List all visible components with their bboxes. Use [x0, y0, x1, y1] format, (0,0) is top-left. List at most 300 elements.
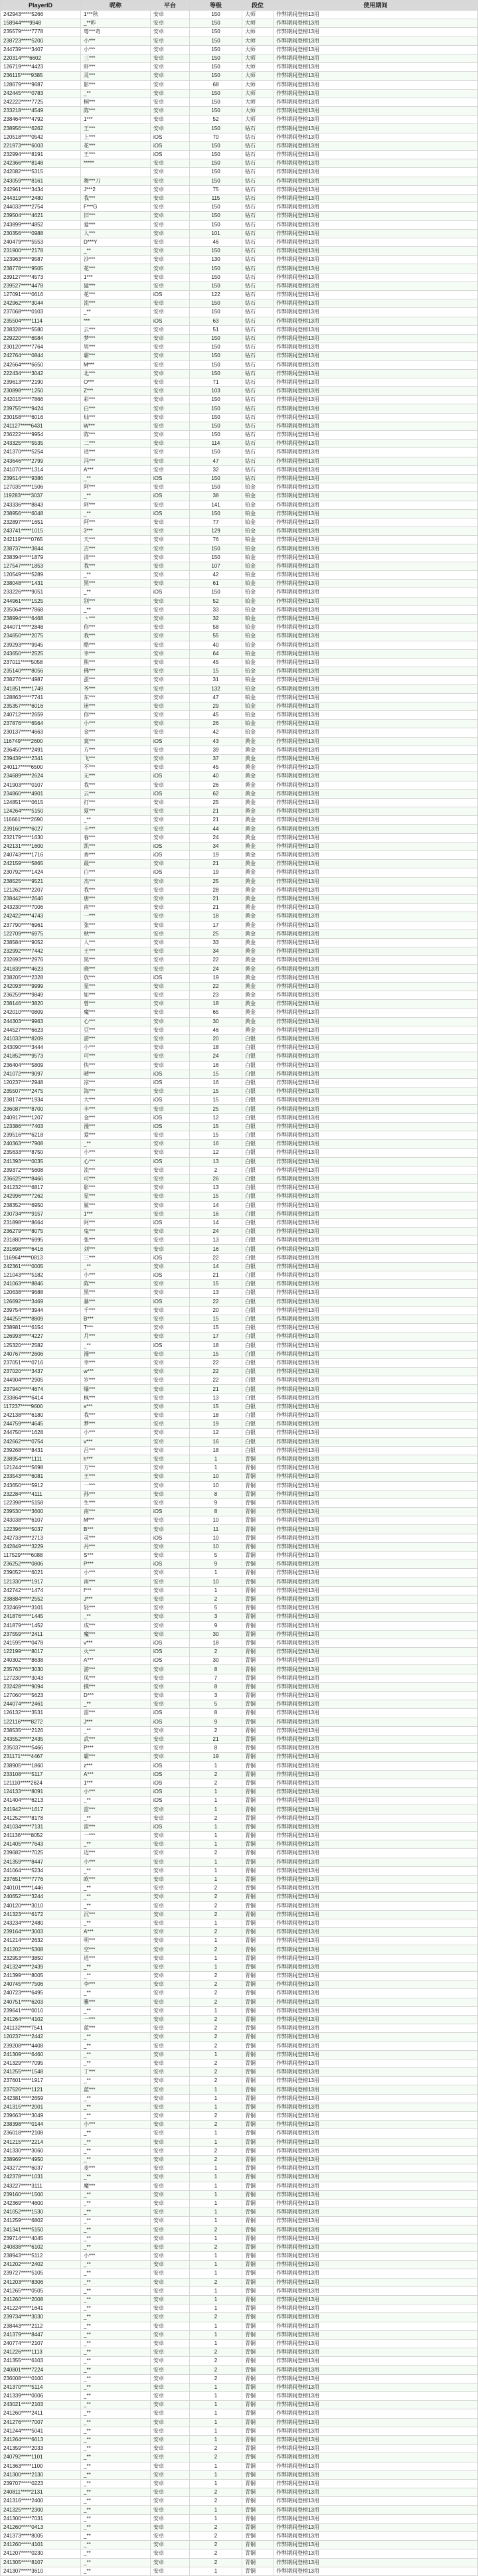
- cell-rank: 白银: [242, 1218, 274, 1227]
- table-row: [1, 54, 478, 62]
- table-row: [1, 2445, 478, 2453]
- cell-platform: 安卓: [151, 1726, 190, 1735]
- cell-nickname: _**: [81, 2042, 151, 2050]
- cell-level: 29: [190, 702, 242, 710]
- cell-player-id: 241202*****2402: [1, 2261, 81, 2269]
- cell-period: 作弊期间登榜13用: [274, 1166, 478, 1174]
- cell-nickname: 方***: [81, 746, 151, 754]
- table-row: [1, 185, 478, 194]
- cell-player-id: 237011*****5058: [1, 658, 81, 667]
- cell-level: 150: [190, 11, 242, 19]
- cell-platform: 安卓: [151, 2006, 190, 2015]
- cell-nickname: 猛***: [81, 282, 151, 290]
- cell-platform: 安卓: [151, 2532, 190, 2541]
- cell-level: 1: [190, 2269, 242, 2278]
- cell-rank: 青铜: [242, 1682, 274, 1691]
- cell-nickname: _**: [81, 2313, 151, 2322]
- table-row: [1, 2366, 478, 2374]
- cell-nickname: T***: [81, 1324, 151, 1332]
- cell-period: 作弊期间登榜13用: [274, 1498, 478, 1507]
- cell-platform: 安卓: [151, 2208, 190, 2217]
- cell-period: 作弊期间登榜13用: [274, 965, 478, 973]
- cell-level: 15: [190, 1131, 242, 1140]
- cell-platform: 安卓: [151, 1210, 190, 1218]
- table-row: [1, 1595, 478, 1603]
- table-row: [1, 457, 478, 465]
- cell-platform: iOS: [151, 973, 190, 982]
- cell-level: 150: [190, 203, 242, 212]
- cell-platform: 安卓: [151, 1805, 190, 1814]
- cell-nickname: 武***: [81, 1735, 151, 1743]
- cell-rank: 铂金: [242, 597, 274, 605]
- cell-player-id: 241136*****8052: [1, 1832, 81, 1840]
- cell-period: 作弊期间登榜13用: [274, 1061, 478, 1070]
- cell-rank: 白银: [242, 1157, 274, 1166]
- cell-rank: 青铜: [242, 2006, 274, 2015]
- cell-platform: 安卓: [151, 2330, 190, 2339]
- cell-player-id: 241399*****8005: [1, 1972, 81, 1980]
- cell-level: 1: [190, 1797, 242, 1805]
- cell-period: 作弊期间登榜13用: [274, 133, 478, 141]
- cell-rank: 黄金: [242, 798, 274, 807]
- cell-level: 129: [190, 527, 242, 536]
- cell-period: 作弊期间登榜13用: [274, 1210, 478, 1218]
- table-row: [1, 1910, 478, 1919]
- cell-level: 26: [190, 720, 242, 728]
- cell-player-id: 241132*****7541: [1, 2024, 81, 2033]
- cell-platform: 安卓: [151, 1332, 190, 1341]
- cell-player-id: 239527*****4478: [1, 282, 81, 290]
- cell-nickname: 大***: [81, 1096, 151, 1105]
- cell-level: 51: [190, 325, 242, 334]
- table-row: [1, 2182, 478, 2190]
- cell-nickname: D***Y: [81, 238, 151, 246]
- cell-rank: 铂金: [242, 641, 274, 649]
- cell-nickname: 寞***: [81, 737, 151, 746]
- cell-period: 作弊期间登榜13用: [274, 2173, 478, 2182]
- cell-level: 25: [190, 1105, 242, 1113]
- cell-platform: 安卓: [151, 1613, 190, 1621]
- cell-nickname: 海***: [81, 1087, 151, 1096]
- cell-level: 2: [190, 1814, 242, 1822]
- cell-nickname: v***: [81, 1437, 151, 1446]
- cell-player-id: 239516*****6218: [1, 1131, 81, 1140]
- cell-platform: 安卓: [151, 632, 190, 641]
- table-row: [1, 1253, 478, 1262]
- cell-level: 1: [190, 2401, 242, 2409]
- cell-rank: 钻石: [242, 325, 274, 334]
- cell-level: 2: [190, 2348, 242, 2357]
- table-row: [1, 1972, 478, 1980]
- cell-rank: 大师: [242, 80, 274, 89]
- cell-rank: 白银: [242, 1437, 274, 1446]
- cell-player-id: 239682*****7025: [1, 1849, 81, 1858]
- table-row: [1, 474, 478, 483]
- table-row: [1, 658, 478, 667]
- cell-level: 150: [190, 159, 242, 168]
- cell-platform: 安卓: [151, 378, 190, 386]
- cell-level: 9: [190, 1621, 242, 1630]
- cell-nickname: 雷***: [81, 1805, 151, 1814]
- cell-platform: 安卓: [151, 1149, 190, 1157]
- table-row: [1, 448, 478, 457]
- table-row: [1, 238, 478, 246]
- cell-rank: 黄金: [242, 1000, 274, 1008]
- cell-rank: 大师: [242, 107, 274, 116]
- table-row: [1, 396, 478, 404]
- cell-player-id: 238584*****9052: [1, 938, 81, 947]
- table-row: [1, 404, 478, 413]
- cell-nickname: _**: [81, 2059, 151, 2067]
- cell-player-id: 123386*****7403: [1, 1122, 81, 1131]
- table-row: [1, 2208, 478, 2217]
- cell-level: 1: [190, 1464, 242, 1473]
- cell-level: 18: [190, 1044, 242, 1052]
- cell-platform: iOS: [151, 1218, 190, 1227]
- cell-period: 作弊期间登榜13用: [274, 1201, 478, 1210]
- cell-nickname: 影***: [81, 80, 151, 89]
- cell-nickname: 北***: [81, 369, 151, 378]
- table-row: [1, 1122, 478, 1131]
- cell-rank: 黄金: [242, 868, 274, 877]
- cell-player-id: 238205*****2328: [1, 973, 81, 982]
- cell-level: 150: [190, 369, 242, 378]
- table-row: [1, 1306, 478, 1315]
- cell-period: 作弊期间登榜13用: [274, 1315, 478, 1323]
- cell-player-id: 239755*****9424: [1, 404, 81, 413]
- cell-level: 24: [190, 1052, 242, 1061]
- cell-nickname: 摸***: [81, 1682, 151, 1691]
- table-row: [1, 965, 478, 973]
- cell-nickname: 丶***: [81, 614, 151, 623]
- cell-rank: 钻石: [242, 308, 274, 317]
- cell-period: 作弊期间登榜13用: [274, 2033, 478, 2042]
- cell-player-id: 231880*****6995: [1, 1236, 81, 1245]
- table-row: [1, 693, 478, 702]
- cell-period: 作弊期间登榜13用: [274, 772, 478, 781]
- cell-level: 1: [190, 2182, 242, 2190]
- header-player-id: PlayerID: [1, 1, 81, 11]
- cell-period: 作弊期间登榜13用: [274, 2146, 478, 2155]
- cell-player-id: 240117*****6500: [1, 764, 81, 772]
- cell-period: 作弊期间登榜13用: [274, 1297, 478, 1306]
- cell-level: 150: [190, 396, 242, 404]
- cell-level: 8: [190, 1744, 242, 1753]
- cell-rank: 铂金: [242, 509, 274, 518]
- cell-rank: 青铜: [242, 1577, 274, 1586]
- table-row: [1, 1822, 478, 1831]
- cell-level: 1: [190, 2050, 242, 2059]
- cell-rank: 青铜: [242, 1718, 274, 1726]
- table-row: [1, 89, 478, 98]
- table-row: [1, 325, 478, 334]
- cell-platform: 安卓: [151, 212, 190, 220]
- cell-player-id: 237020*****3437: [1, 1368, 81, 1376]
- table-row: [1, 1709, 478, 1718]
- cell-rank: 黄金: [242, 860, 274, 868]
- cell-period: 作弊期间登榜13用: [274, 667, 478, 676]
- cell-level: 16: [190, 1078, 242, 1087]
- cell-rank: 青铜: [242, 2190, 274, 2199]
- table-row: [1, 798, 478, 807]
- cell-period: 作弊期间登榜13用: [274, 1928, 478, 1937]
- cell-period: 作弊期间登榜13用: [274, 1840, 478, 1849]
- cell-nickname: 黑***: [81, 1289, 151, 1297]
- cell-level: 46: [190, 238, 242, 246]
- table-row: [1, 825, 478, 833]
- table-row: [1, 1078, 478, 1087]
- cell-rank: 铂金: [242, 711, 274, 720]
- cell-platform: 安卓: [151, 982, 190, 991]
- cell-player-id: 244074*****2461: [1, 1700, 81, 1709]
- cell-period: 作弊期间登榜13用: [274, 2164, 478, 2173]
- cell-level: 1: [190, 2409, 242, 2418]
- table-row: [1, 1385, 478, 1394]
- cell-level: 20: [190, 1034, 242, 1043]
- table-row: [1, 1350, 478, 1358]
- cell-nickname: 影***: [81, 1184, 151, 1192]
- cell-nickname: 南***: [81, 904, 151, 912]
- cell-platform: 安卓: [151, 1595, 190, 1603]
- cell-player-id: 241393*****0035: [1, 1157, 81, 1166]
- cell-rank: 白银: [242, 1140, 274, 1149]
- cell-period: 作弊期间登榜13用: [274, 1289, 478, 1297]
- table-row: [1, 80, 478, 89]
- cell-rank: 铂金: [242, 658, 274, 667]
- cell-nickname: _**: [81, 509, 151, 518]
- table-row: [1, 387, 478, 396]
- table-row: [1, 1166, 478, 1174]
- cell-level: 15: [190, 1087, 242, 1096]
- cell-period: 作弊期间登榜13用: [274, 737, 478, 746]
- cell-rank: 黄金: [242, 764, 274, 772]
- cell-rank: 黄金: [242, 772, 274, 781]
- header-row: [1, 1, 478, 11]
- cell-period: 作弊期间登榜13用: [274, 1858, 478, 1866]
- cell-nickname: 梦***: [81, 1420, 151, 1429]
- table-row: [1, 894, 478, 903]
- cell-player-id: 243325*****5535: [1, 440, 81, 448]
- table-row: [1, 1639, 478, 1647]
- table-row: [1, 544, 478, 553]
- table-row: [1, 1998, 478, 2006]
- cell-level: 1: [190, 2418, 242, 2427]
- cell-rank: 白银: [242, 1113, 274, 1122]
- table-row: [1, 912, 478, 921]
- cell-level: 10: [190, 1481, 242, 1490]
- cell-nickname: 丹***: [81, 1542, 151, 1551]
- cell-nickname: _**: [81, 2103, 151, 2111]
- cell-player-id: 237790*****6961: [1, 921, 81, 929]
- table-row: [1, 440, 478, 448]
- cell-rank: 青铜: [242, 1665, 274, 1674]
- cell-nickname: 旧***: [81, 212, 151, 220]
- cell-nickname: _**: [81, 2225, 151, 2234]
- cell-rank: 钻石: [242, 352, 274, 361]
- cell-rank: 青铜: [242, 2295, 274, 2304]
- cell-platform: 安卓: [151, 28, 190, 37]
- cell-level: 1: [190, 1788, 242, 1797]
- cell-nickname: 1***: [81, 1779, 151, 1787]
- cell-rank: 大师: [242, 37, 274, 45]
- cell-period: 作弊期间登榜13用: [274, 676, 478, 684]
- table-row: [1, 317, 478, 325]
- table-row: [1, 632, 478, 641]
- table-row: [1, 1849, 478, 1858]
- cell-level: 18: [190, 1446, 242, 1455]
- cell-period: 作弊期间登榜13用: [274, 2366, 478, 2374]
- cell-nickname: 虾***: [81, 63, 151, 72]
- cell-rank: 白银: [242, 1184, 274, 1192]
- cell-nickname: 快***: [81, 1061, 151, 1070]
- cell-nickname: 花***: [81, 264, 151, 273]
- cell-player-id: 242378*****1031: [1, 2173, 81, 2182]
- cell-level: 115: [190, 194, 242, 202]
- cell-rank: 青铜: [242, 1893, 274, 1901]
- cell-level: 2: [190, 2024, 242, 2033]
- table-row: [1, 1341, 478, 1350]
- table-row: [1, 2479, 478, 2488]
- cell-period: 作弊期间登榜13用: [274, 1017, 478, 1026]
- cell-platform: 安卓: [151, 124, 190, 133]
- cell-nickname: _**: [81, 2190, 151, 2199]
- cell-period: 作弊期间登榜13用: [274, 816, 478, 825]
- table-row: [1, 1945, 478, 1954]
- cell-player-id: 244071*****2848: [1, 623, 81, 632]
- cell-player-id: 243227*****3111: [1, 2182, 81, 2190]
- cell-rank: 大师: [242, 89, 274, 98]
- cell-period: 作弊期间登榜13用: [274, 1052, 478, 1061]
- cell-rank: 铂金: [242, 580, 274, 588]
- table-row: [1, 1157, 478, 1166]
- cell-nickname: 霸***: [81, 1753, 151, 1761]
- cell-platform: 安卓: [151, 80, 190, 89]
- cell-platform: 安卓: [151, 1481, 190, 1490]
- cell-platform: 安卓: [151, 2050, 190, 2059]
- cell-nickname: 逍***: [81, 1954, 151, 1963]
- cell-level: 150: [190, 247, 242, 256]
- cell-period: 作弊期间登榜13用: [274, 1989, 478, 1998]
- cell-level: 2: [190, 1910, 242, 1919]
- cell-platform: 安卓: [151, 2295, 190, 2304]
- cell-rank: 青铜: [242, 2445, 274, 2453]
- cell-player-id: 230120*****7764: [1, 343, 81, 352]
- cell-rank: 青铜: [242, 2182, 274, 2190]
- table-row: [1, 904, 478, 912]
- cell-period: 作弊期间登榜13用: [274, 54, 478, 62]
- cell-platform: 安卓: [151, 2042, 190, 2050]
- table-row: [1, 1761, 478, 1770]
- cell-nickname: 天***: [81, 536, 151, 544]
- cell-period: 作弊期间登榜13用: [274, 1218, 478, 1227]
- cell-level: 24: [190, 833, 242, 842]
- cell-nickname: 流***: [81, 299, 151, 308]
- table-row: [1, 2330, 478, 2339]
- cell-level: 9: [190, 1560, 242, 1569]
- table-row: [1, 2322, 478, 2330]
- cell-level: 1: [190, 1937, 242, 1945]
- cell-platform: 安卓: [151, 2497, 190, 2506]
- table-row: [1, 2112, 478, 2121]
- cell-platform: 安卓: [151, 1245, 190, 1253]
- cell-platform: 安卓: [151, 1446, 190, 1455]
- cell-player-id: 236279*****8075: [1, 1228, 81, 1236]
- cell-level: 2: [190, 2366, 242, 2374]
- cell-player-id: 233108*****5117: [1, 1770, 81, 1779]
- cell-level: 19: [190, 973, 242, 982]
- table-row: [1, 2506, 478, 2514]
- cell-period: 作弊期间登榜13用: [274, 1078, 478, 1087]
- cell-nickname: 阿***: [81, 501, 151, 509]
- table-row: [1, 1797, 478, 1805]
- cell-platform: iOS: [151, 317, 190, 325]
- cell-rank: 青铜: [242, 1963, 274, 1971]
- cell-nickname: _**: [81, 2330, 151, 2339]
- cell-nickname: B***: [81, 1525, 151, 1534]
- cell-nickname: 花***: [81, 141, 151, 150]
- cell-level: 15: [190, 1315, 242, 1323]
- cell-platform: 安卓: [151, 1008, 190, 1017]
- cell-platform: 安卓: [151, 238, 190, 246]
- cell-rank: 白银: [242, 1402, 274, 1411]
- cell-player-id: 244319*****2480: [1, 194, 81, 202]
- cell-player-id: 239372*****5608: [1, 1166, 81, 1174]
- cell-nickname: 一***: [81, 912, 151, 921]
- table-row: [1, 676, 478, 684]
- cell-period: 作弊期间登榜13用: [274, 605, 478, 614]
- cell-rank: 黄金: [242, 1017, 274, 1026]
- cell-player-id: 241252*****8178: [1, 1814, 81, 1822]
- cell-level: 150: [190, 299, 242, 308]
- cell-rank: 黄金: [242, 894, 274, 903]
- cell-nickname: 万***: [81, 1464, 151, 1473]
- table-row: [1, 2523, 478, 2532]
- cell-period: 作弊期间登榜13用: [274, 1586, 478, 1595]
- cell-platform: iOS: [151, 1534, 190, 1542]
- cell-platform: 安卓: [151, 2304, 190, 2313]
- cell-player-id: 122398*****5158: [1, 1498, 81, 1507]
- cell-period: 作弊期间登榜13用: [274, 2549, 478, 2558]
- cell-rank: 钻石: [242, 413, 274, 422]
- table-row: [1, 1087, 478, 1096]
- cell-period: 作弊期间登榜13用: [274, 501, 478, 509]
- cell-nickname: 迷***: [81, 702, 151, 710]
- cell-level: 2: [190, 2374, 242, 2383]
- cell-rank: 青铜: [242, 2497, 274, 2506]
- cell-player-id: 232179*****1630: [1, 833, 81, 842]
- cell-level: 1: [190, 1822, 242, 1831]
- cell-player-id: 237940*****4674: [1, 1385, 81, 1394]
- table-row: [1, 2418, 478, 2427]
- cell-platform: 安卓: [151, 781, 190, 789]
- cell-level: 2: [190, 2523, 242, 2532]
- cell-level: 3: [190, 1692, 242, 1700]
- cell-platform: 安卓: [151, 816, 190, 825]
- cell-rank: 青铜: [242, 1832, 274, 1840]
- cell-player-id: 238884*****2552: [1, 1595, 81, 1603]
- cell-player-id: 243646*****2799: [1, 457, 81, 465]
- cell-player-id: 244739*****3407: [1, 45, 81, 54]
- cell-level: 64: [190, 649, 242, 658]
- table-row: [1, 764, 478, 772]
- cell-platform: 安卓: [151, 2523, 190, 2532]
- cell-period: 作弊期间登榜13用: [274, 912, 478, 921]
- cell-rank: 青铜: [242, 1569, 274, 1577]
- cell-period: 作弊期间登榜13用: [274, 396, 478, 404]
- cell-player-id: 231698*****6416: [1, 1245, 81, 1253]
- cell-player-id: 241370*****5254: [1, 448, 81, 457]
- cell-level: 47: [190, 457, 242, 465]
